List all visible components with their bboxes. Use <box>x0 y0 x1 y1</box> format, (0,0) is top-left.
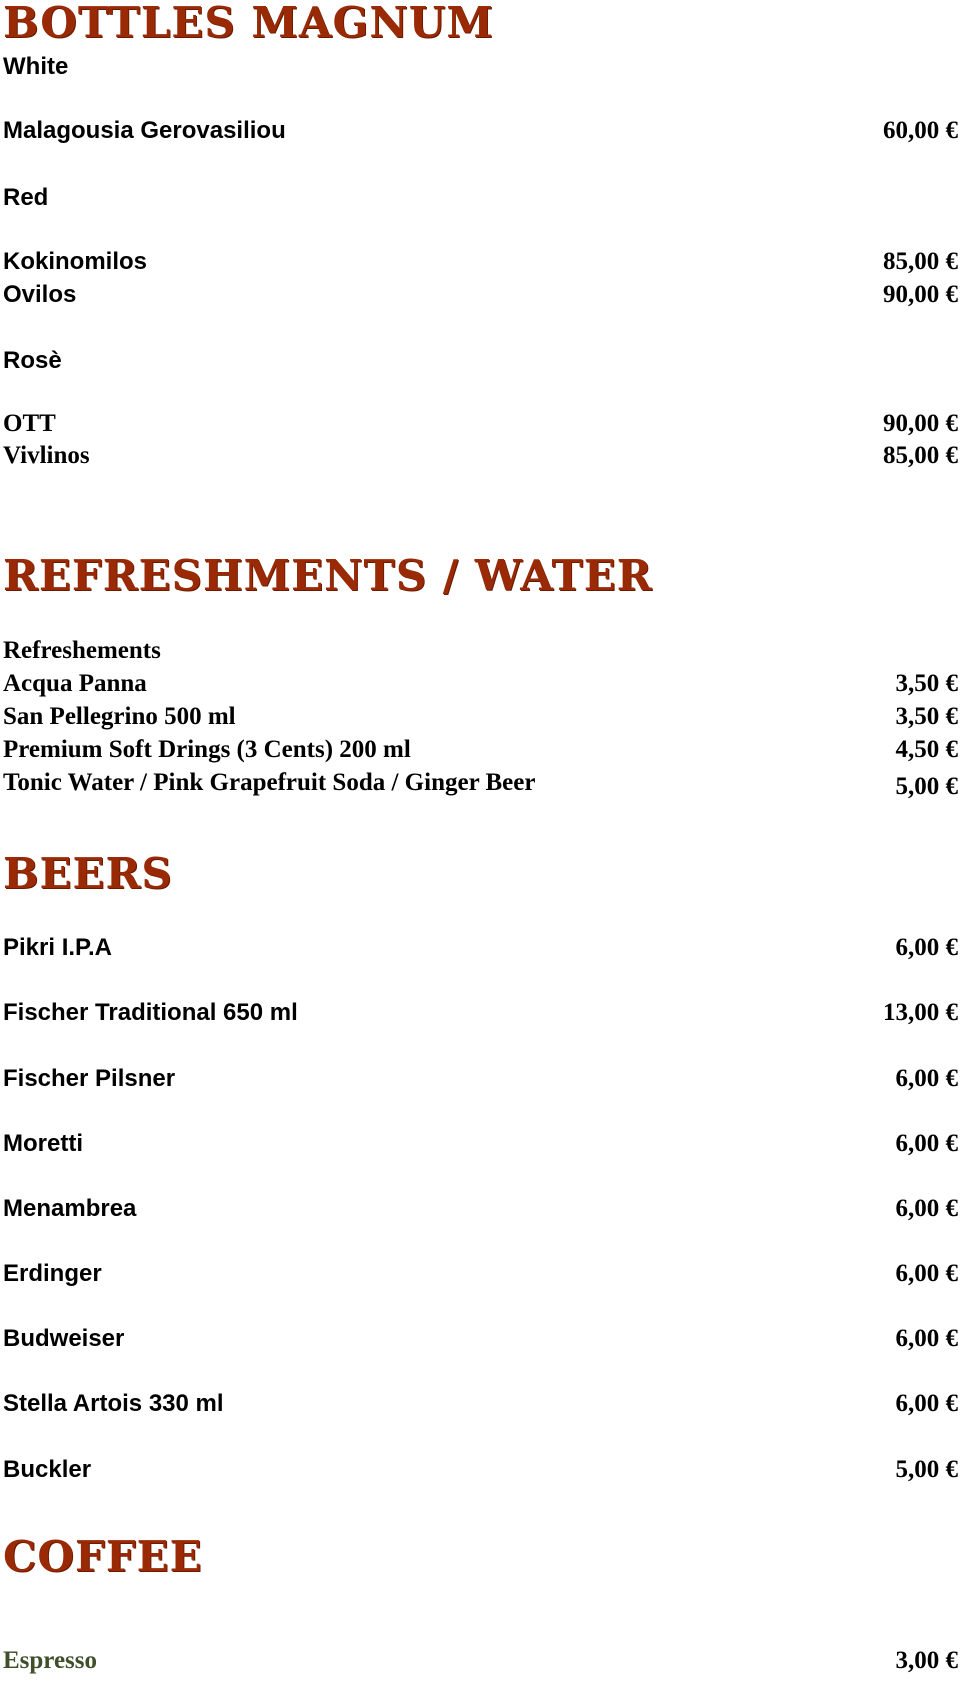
item-price: 90,00 € <box>883 281 958 308</box>
menu-item <box>0 934 960 968</box>
menu-item <box>0 736 960 770</box>
menu-item <box>0 1390 960 1424</box>
item-price: 4,50 € <box>895 736 958 763</box>
item-price: 3,50 € <box>895 703 958 730</box>
item-name: Kokinomilos <box>3 248 148 275</box>
menu-item <box>0 1260 960 1294</box>
item-name: San Pellegrino 500 ml <box>3 703 236 730</box>
item-name: Espresso <box>3 1647 98 1674</box>
menu-item <box>0 1065 960 1099</box>
item-price: 6,00 € <box>895 1390 958 1417</box>
item-price: 6,00 € <box>895 934 958 961</box>
item-name: Pikri I.P.A <box>3 934 112 961</box>
item-name: Fischer Pilsner <box>3 1065 176 1092</box>
menu-item <box>0 1647 960 1681</box>
item-price: 6,00 € <box>895 1130 958 1157</box>
section-title-coffee: COFFEE <box>3 1532 203 1581</box>
item-name: Buckler <box>3 1456 92 1483</box>
item-name: Stella Artois 330 ml <box>3 1390 224 1417</box>
item-name: Ovilos <box>3 281 77 308</box>
menu-item <box>0 117 960 151</box>
item-name: OTT <box>3 410 56 437</box>
item-price: 85,00 € <box>883 442 958 469</box>
item-name: Menambrea <box>3 1195 137 1222</box>
item-name: Malagousia Gerovasiliou <box>3 117 286 144</box>
menu-item <box>0 248 960 282</box>
menu-item <box>0 442 960 476</box>
menu-item <box>0 1195 960 1229</box>
item-price: 5,00 € <box>895 773 958 800</box>
menu-item <box>0 999 960 1033</box>
item-name: Fischer Traditional 650 ml <box>3 999 298 1026</box>
menu-item <box>0 281 960 315</box>
item-name: Erdinger <box>3 1260 102 1287</box>
menu-item <box>0 410 960 444</box>
menu-item <box>0 670 960 704</box>
item-price: 60,00 € <box>883 117 958 144</box>
section-title-refreshments-water: REFRESHMENTS / WATER <box>3 551 653 600</box>
subsection-label-rose: Rosè <box>3 347 62 374</box>
item-price: 5,00 € <box>895 1456 958 1483</box>
item-price: 13,00 € <box>883 999 958 1026</box>
item-price: 85,00 € <box>883 248 958 275</box>
item-name: Moretti <box>3 1130 83 1157</box>
item-name: Acqua Panna <box>3 670 147 697</box>
item-price: 90,00 € <box>883 410 958 437</box>
item-name: Tonic Water / Pink Grapefruit Soda / Ginger Beer <box>3 769 536 796</box>
menu-item <box>0 703 960 737</box>
item-price: 6,00 € <box>895 1065 958 1092</box>
section-title-beers: BEERS <box>3 849 173 898</box>
item-name: Vivlinos <box>3 442 90 469</box>
item-price: 3,00 € <box>895 1647 958 1674</box>
item-name: Premium Soft Drings (3 Cents) 200 ml <box>3 736 411 763</box>
menu-item <box>0 769 960 803</box>
item-price: 6,00 € <box>895 1260 958 1287</box>
subsection-label-refreshements: Refreshements <box>3 637 161 664</box>
menu-item <box>0 1325 960 1359</box>
subsection-label-white: White <box>3 53 69 80</box>
item-price: 6,00 € <box>895 1325 958 1352</box>
menu-item <box>0 1456 960 1490</box>
menu-item <box>0 1130 960 1164</box>
item-price: 6,00 € <box>895 1195 958 1222</box>
section-title-bottles-magnum: BOTTLES MAGNUM <box>3 0 494 47</box>
subsection-label-red: Red <box>3 184 49 211</box>
item-price: 3,50 € <box>895 670 958 697</box>
item-name: Budweiser <box>3 1325 125 1352</box>
